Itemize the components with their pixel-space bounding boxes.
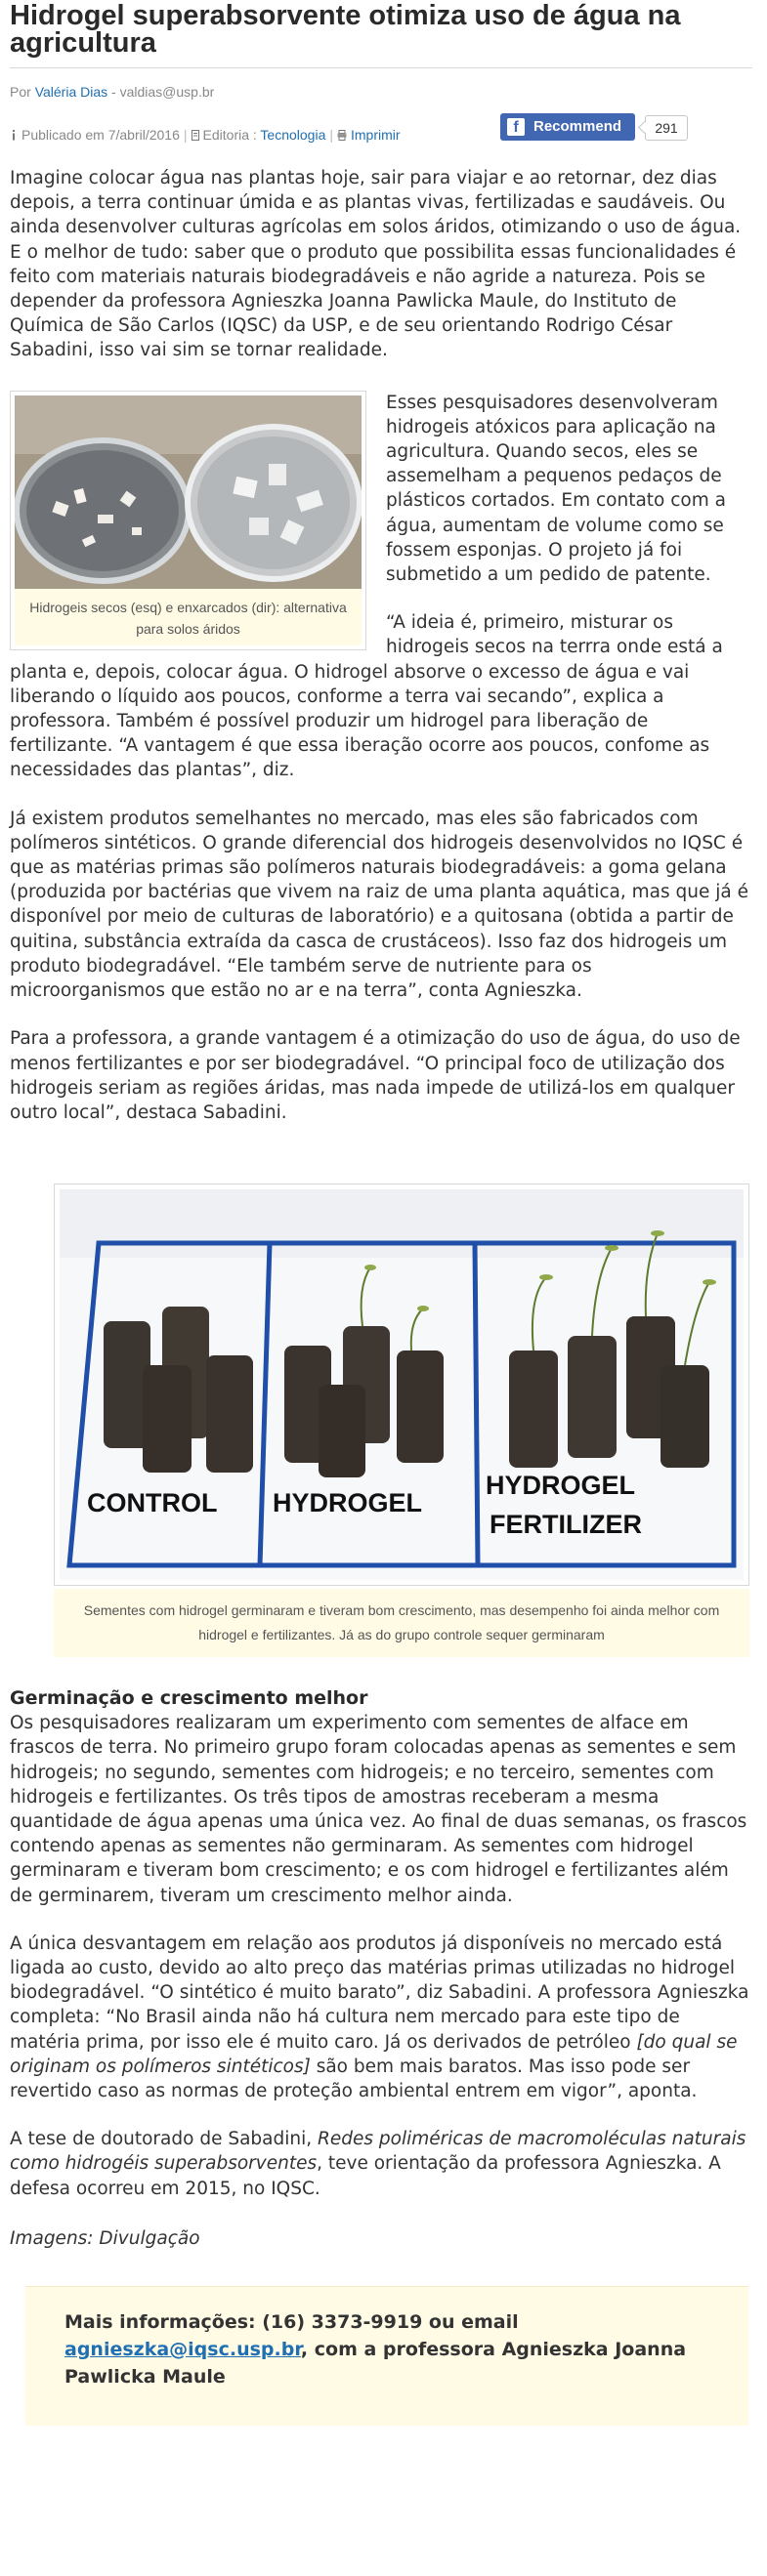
meta-bar: Publicado em 7/abril/2016 | Editoria : Tecnologia | Imprimir f Recommend 291 bbox=[10, 113, 752, 143]
figure1-caption: Hidrogeis secos (esq) e enxarcados (dir): alternativa para solos áridos bbox=[15, 589, 362, 645]
label-hydrogel: HYDROGEL bbox=[273, 1488, 423, 1518]
cost-text-italic: [do qual se originam os polímeros sintéticos] bbox=[10, 2031, 738, 2077]
paragraph-quote-idea: “A ideia é, primeiro, misturar os hidrogeis secos na terrra onde está a planta e, depois, colocar água. O hidrogel absorve o excesso de água e vai liberando o líquido aos poucos, conforme a terra vai secando”, explica a professora. Também é possível produzir um hidrogel para liberação de fertilizante. “A vantagem é que essa iberação ocorre aos poucos, confome as necessidades das plantas”, diz. bbox=[10, 612, 723, 781]
recommend-label: Recommend bbox=[533, 118, 622, 135]
byline-separator: - bbox=[107, 84, 120, 100]
info-line-1: Mais informações: (16) 3373-9919 ou email bbox=[64, 2310, 519, 2333]
paragraph-experiment: Os pesquisadores realizaram um experimento com sementes de alface em frascos de terra. No primeiro grupo foram colocadas apenas as sementes e sem hidrogeis; no segundo, sementes com hidrogeis; e no terceiro, sementes com hidrogeis e fertilizantes. Os três tipos de amostras receberam a mesma quantidade de água apenas uma única vez. Ao final de duas semanas, os frascos contendo apenas as sementes não germinaram. As sementes com hidrogel germinaram e tiveram bom crescimento; e os com hidrogel e fertilizantes além de germinarem, tiveram um crescimento melhor ainda. bbox=[10, 1713, 747, 1906]
paragraph-researchers: Esses pesquisadores desenvolveram hidrogeis atóxicos para aplicação na agricultura. Quando secos, eles se assemelham a pequenos pedaços de plásticos cortados. Em contato com a água, aumentam de volume como se fossem esponjas. O projeto já foi submetido a um pedido de patente. bbox=[386, 392, 726, 586]
info-line-2: , com a professora Agnieszka Joanna Pawlicka Maule bbox=[64, 2338, 687, 2388]
paragraph-thesis bbox=[10, 2127, 752, 2201]
figure2-caption: Sementes com hidrogel germinaram e tiveram bom crescimento, mas desempenho foi ainda melhor com hidrogel e fertilizantes. Já as do grupo controle sequer germinaram bbox=[54, 1589, 749, 1657]
facebook-recommend-button[interactable] bbox=[500, 113, 635, 141]
figure-hydrogels bbox=[10, 391, 366, 650]
article-title: Hidrogel superabsorvente otimiza uso de água na agricultura bbox=[10, 0, 681, 59]
facebook-logo-icon: f bbox=[507, 118, 525, 136]
article-body bbox=[10, 166, 752, 2251]
seed-experiment-illustration bbox=[60, 1189, 744, 1580]
info-icon bbox=[10, 130, 18, 141]
contact-email-link[interactable]: agnieszka@iqsc.usp.br bbox=[64, 2338, 301, 2360]
image-credits: Imagens: Divulgação bbox=[10, 2227, 200, 2249]
photo-petri-dishes bbox=[15, 395, 362, 589]
label-fertilizer: FERTILIZER bbox=[490, 1510, 642, 1540]
photo-seed-experiment bbox=[60, 1189, 744, 1580]
paragraph-cost bbox=[10, 1932, 752, 2103]
title-divider bbox=[10, 67, 752, 68]
petri-dishes-illustration bbox=[15, 395, 362, 589]
paragraph-market: Já existem produtos semelhantes no mercado, mas eles são fabricados com polímeros sintéticos. O grande diferencial dos hidrogeis desenvolvidos no IQSC é que as matérias primas são polímeros naturais biodegradáveis: a goma gelana (produzida por bactérias que vivem na raiz de uma planta aquática, mas que já é disponível por meio de culturas de laboratório) e a quitosana (obtida a partir de quitina, substância extraída da casca de crustáceos). Isso faz dos hidrogeis um produto biodegradável. “Ele também serve de nutriente para os microorganismos que estão no ar e na terra”, conta Agnieszka. bbox=[10, 808, 748, 1002]
paragraph-advantage: Para a professora, a grande vantagem é a otimização do uso de água, do uso de menos fertilizantes e por ser biodegradável. “O principal foco de utilização dos hidrogeis seriam as regiões áridas, mas nada impede de utilizá-los em qualquer outro local”, destaca Sabadini. bbox=[10, 1028, 741, 1123]
section-heading: Germinação e crescimento melhor bbox=[10, 1687, 368, 1710]
author-link[interactable]: Valéria Dias bbox=[34, 84, 108, 100]
section-label: Editoria : bbox=[202, 127, 261, 143]
printer-icon bbox=[337, 130, 347, 141]
cost-text-b: são bem mais baratos. Mas isso pode ser revertido caso as normas de proteção ambiental entrem em vigor”, aponta. bbox=[10, 2056, 698, 2101]
author-email: valdias@usp.br bbox=[119, 84, 215, 100]
more-info-text bbox=[64, 2308, 709, 2390]
thesis-text-b: , teve orientação da professora Agnieszka. A defesa ocorreu em 2015, no IQSC. bbox=[10, 2153, 721, 2199]
thesis-title: Redes poliméricas de macromoléculas naturais como hidrogéis superabsorventes bbox=[10, 2129, 746, 2175]
published-date: Publicado em 7/abril/2016 bbox=[21, 127, 180, 143]
more-info-box bbox=[25, 2286, 748, 2426]
figure-experiment bbox=[54, 1184, 749, 1657]
document-icon bbox=[192, 130, 199, 141]
cost-text-a: A única desvantagem em relação aos produtos já disponíveis no mercado está ligada ao custo, devido ao alto preço das matérias primas utilizadas no hidrogel biodegradável. “O sintético é muito barato”, diz Sabadini. A professora Agnieszka completa: “No Brasil ainda não há cultura nem mercado para este tipo de matéria prima, por isso ele é muito caro. Já os derivados de petróleo bbox=[10, 1932, 749, 2053]
label-control: CONTROL bbox=[87, 1488, 218, 1518]
section-link[interactable]: Tecnologia bbox=[260, 127, 326, 143]
label-hydrogel-fert: HYDROGEL bbox=[486, 1471, 636, 1501]
thesis-text-a: A tese de doutorado de Sabadini, bbox=[10, 2129, 318, 2150]
paragraph-intro: Imagine colocar água nas plantas hoje, sair para viajar e ao retornar, dez dias depois, a terra continuar úmida e as plantas vivas, fertilizadas e saudáveis. Ou ainda desenvolver culturas agrícolas em solos áridos, otimizando o uso de água. E o melhor de tudo: saber que o produto que possibilita essas funcionalidades é feito com materiais naturais biodegradáveis e não agride a natureza. Pois se depender da professora Agnieszka Joanna Pawlicka Maule, do Instituto de Química de São Carlos (IQSC) da USP, e de seu orientando Rodrigo César Sabadini, isso vai sim se tornar realidade. bbox=[10, 168, 742, 361]
print-link[interactable]: Imprimir bbox=[351, 127, 401, 143]
byline bbox=[10, 84, 752, 100]
byline-prefix: Por bbox=[10, 84, 35, 100]
recommend-count: 291 bbox=[645, 115, 688, 141]
article bbox=[10, 0, 752, 2426]
